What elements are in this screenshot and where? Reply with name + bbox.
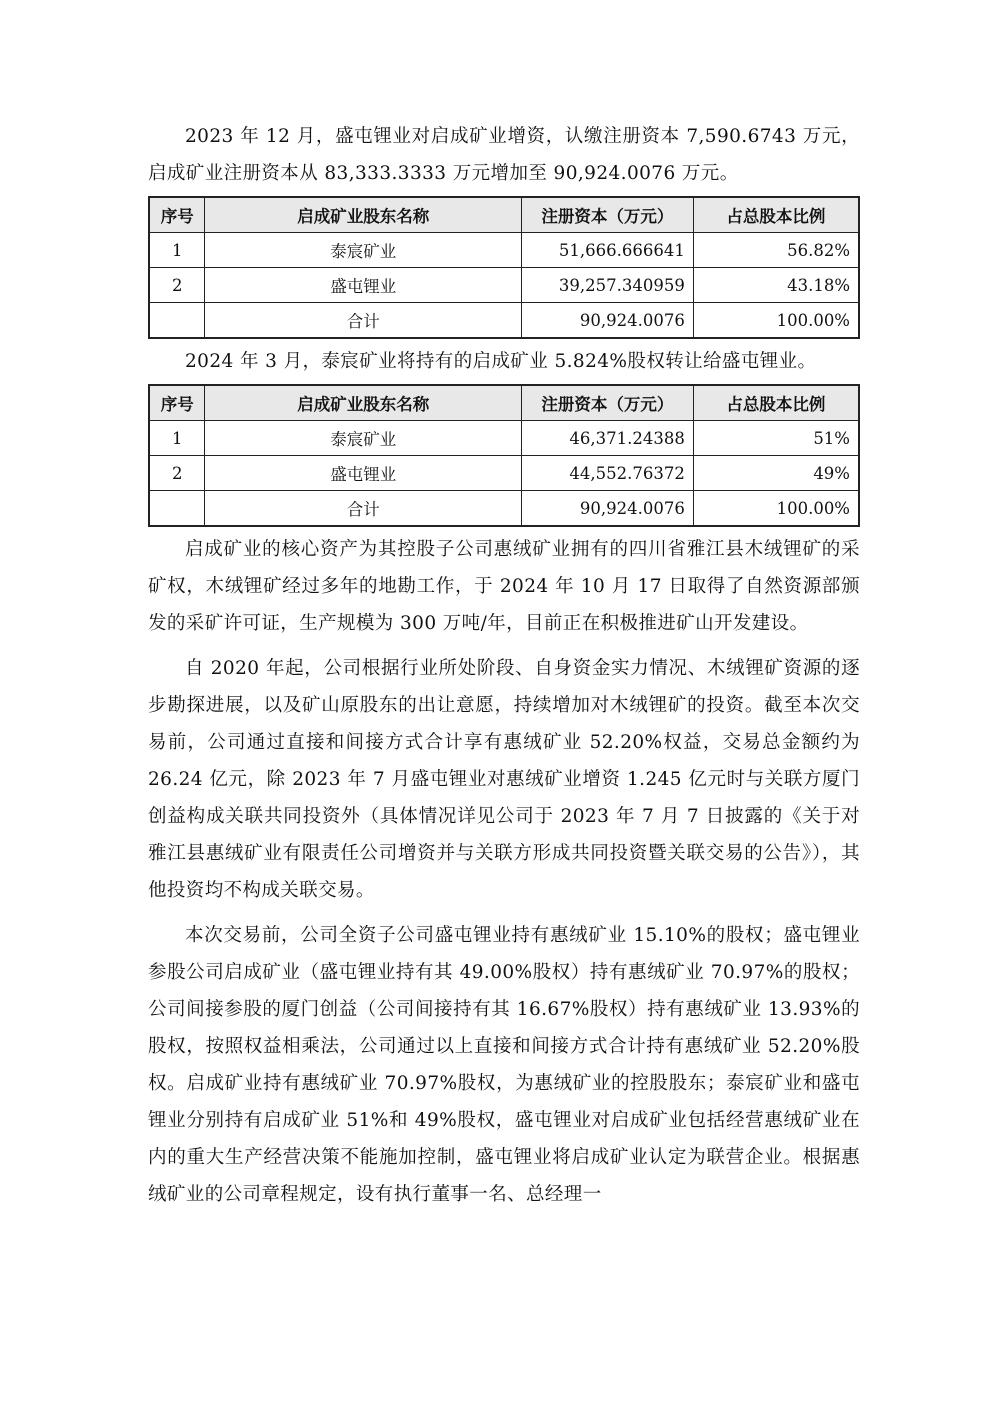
table-header-row xyxy=(149,385,859,421)
paragraph-investment-history: 自 2020 年起，公司根据行业所处阶段、自身资金实力情况、木绒锂矿资源的逐步勘探进展，以及矿山原股东的出让意愿，持续增加对木绒锂矿的投资。截至本次交易前，公司通过直接和间接方式合计享有惠绒矿业 52.20%权益，交易总金额约为 26.24 亿元，除 2023 年 7 月盛屯锂业对惠绒矿业增资 1.245 亿元时与关联方厦门创益构成关联共同投资外（具体情况详见公司于 2023 年 7 月 7 日披露的《关于对雅江县惠绒矿业有限责任公司增资并与关联方形成共同投资暨关联交易的公告》），其他投资均不构成关联交易。 xyxy=(148,658,860,901)
cell-total-ratio: 100.00% xyxy=(693,303,859,339)
cell-name: 盛屯锂业 xyxy=(205,456,522,491)
paragraph-core-asset: 启成矿业的核心资产为其控股子公司惠绒矿业拥有的四川省雅江县木绒锂矿的采矿权，木绒锂矿经过多年的地勘工作，于 2024 年 10 月 17 日取得了自然资源部颁发的采矿许可证，生产规模为 300 万吨/年，目前正在积极推进矿山开发建设。 xyxy=(148,539,860,634)
cell-total-ratio: 100.00% xyxy=(693,491,859,527)
header-name: 启成矿业股东名称 xyxy=(205,385,522,421)
cell-ratio: 51% xyxy=(693,421,859,456)
table-total-row xyxy=(149,303,859,339)
cell-name: 泰宸矿业 xyxy=(205,233,522,268)
shareholder-table-2024 xyxy=(148,384,860,527)
cell-capital: 39,257.340959 xyxy=(522,268,694,303)
paragraph-capital-increase: 2023 年 12 月，盛屯锂业对启成矿业增资，认缴注册资本 7,590.6743 万元，启成矿业注册资本从 83,333.3333 万元增加至 90,924.0076 万元。 xyxy=(148,126,860,184)
header-no: 序号 xyxy=(149,197,205,233)
cell-total-capital: 90,924.0076 xyxy=(522,303,694,339)
cell-total-capital: 90,924.0076 xyxy=(522,491,694,527)
table-row xyxy=(149,268,859,303)
cell-empty xyxy=(149,303,205,339)
table-row xyxy=(149,421,859,456)
cell-capital: 44,552.76372 xyxy=(522,456,694,491)
header-ratio: 占总股本比例 xyxy=(693,385,859,421)
cell-no: 2 xyxy=(149,456,205,491)
cell-empty xyxy=(149,491,205,527)
header-capital: 注册资本（万元） xyxy=(522,385,694,421)
cell-ratio: 43.18% xyxy=(693,268,859,303)
document-page xyxy=(148,118,860,1213)
cell-name: 泰宸矿业 xyxy=(205,421,522,456)
shareholder-table-2023 xyxy=(148,196,860,339)
header-ratio: 占总股本比例 xyxy=(693,197,859,233)
cell-name: 盛屯锂业 xyxy=(205,268,522,303)
paragraph-ownership-structure: 本次交易前，公司全资子公司盛屯锂业持有惠绒矿业 15.10%的股权；盛屯锂业参股公司启成矿业（盛屯锂业持有其 49.00%股权）持有惠绒矿业 70.97%的股权；公司间接参股的厦门创益（公司间接持有其 16.67%股权）持有惠绒矿业 13.93%的股权，按照权益相乘法，公司通过以上直接和间接方式合计持有惠绒矿业 52.20%股权。启成矿业持有惠绒矿业 70.97%股权，为惠绒矿业的控股股东；泰宸矿业和盛屯锂业分别持有启成矿业 51%和 49%股权，盛屯锂业对启成矿业包括经营惠绒矿业在内的重大生产经营决策不能施加控制，盛屯锂业将启成矿业认定为联营企业。根据惠绒矿业的公司章程规定，设有执行董事一名、总经理一 xyxy=(148,925,860,1205)
header-name: 启成矿业股东名称 xyxy=(205,197,522,233)
table-header-row xyxy=(149,197,859,233)
header-capital: 注册资本（万元） xyxy=(522,197,694,233)
cell-capital: 51,666.666641 xyxy=(522,233,694,268)
table-row xyxy=(149,456,859,491)
cell-no: 2 xyxy=(149,268,205,303)
paragraph-equity-transfer: 2024 年 3 月，泰宸矿业将持有的启成矿业 5.824%股权转让给盛屯锂业。 xyxy=(185,351,817,372)
cell-ratio: 49% xyxy=(693,456,859,491)
table-total-row xyxy=(149,491,859,527)
cell-total-label: 合计 xyxy=(205,303,522,339)
cell-total-label: 合计 xyxy=(205,491,522,527)
cell-no: 1 xyxy=(149,421,205,456)
cell-no: 1 xyxy=(149,233,205,268)
table-row xyxy=(149,233,859,268)
header-no: 序号 xyxy=(149,385,205,421)
cell-capital: 46,371.24388 xyxy=(522,421,694,456)
cell-ratio: 56.82% xyxy=(693,233,859,268)
